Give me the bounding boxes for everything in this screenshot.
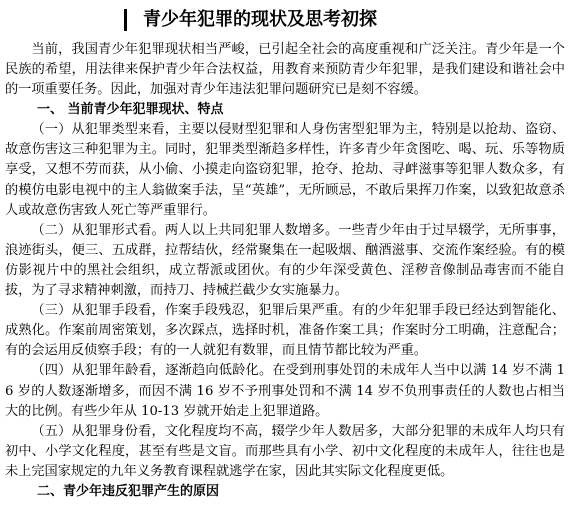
- paragraph-means: （三）从犯罪手段看，作案手段残忍，犯罪后果严重。有的少年犯罪手段已经达到智能化、成熟化。作案前周密策划，多次踩点，选择时机，准备作案工具；作案时分工明确，注意配合；有的会运用反侦察手段；有的一人就犯有数罪，而且情节都比较为严重。: [5, 303, 565, 359]
- paragraph-form: （二）从犯罪形式看。两人以上共同犯罪人数增多。一些青少年由于过早辍学，无所事事，浪迹街头，便三、五成群，拉帮结伙，经常聚集在一起吸烟、酗酒滋事、交流作案经验。有的模仿影视片中的黑社会组织，成立帮派或团伙。有的少年深受黄色、淫秽音像制品毒害而不能自拔，为了寻求精神刺激，而持刀、持械拦截少女实施暴力。: [5, 222, 565, 299]
- paragraph-age: （四）从犯罪年龄看，逐渐趋向低龄化。在受到刑事处罚的未成年人当中以满 14 岁不满 16 岁的人数逐渐增多，而因不满 16 岁不予刑事处罚和不满 14 岁不负刑事责任的人数也占相当大的比例。有些少年从 10-13 岁就开始走上犯罪道路。: [5, 363, 565, 419]
- document-title: 青少年犯罪的现状及思考初探: [143, 9, 377, 30]
- title-bar-divider: [124, 9, 127, 31]
- section-heading-1: 一、 当前青少年犯罪现状、特点: [37, 102, 224, 118]
- section-heading-2: 二、青少年违反犯罪产生的原因: [37, 483, 220, 499]
- paragraph-identity: （五）从犯罪身份看，文化程度均不高，辍学少年人数居多，大部分犯罪的未成年人均只有初中、小学文化程度，甚至有些是文盲。而那些具有小学、初中文化程度的未成年人，往往也是未上完国家规定的九年义务教育课程就逃学在家，因此其实际文化程度更低。: [5, 423, 565, 479]
- paragraph-type: （一）从犯罪类型来看，主要以侵财型犯罪和人身伤害型犯罪为主，特别是以抢劫、盗窃、故意伤害这三种犯罪为主。同时，犯罪类型渐趋多样性，许多青少年贪图吃、喝、玩、乐等物质享受，又想不劳而获，从小偷、小摸走向盗窃犯罪，抢夺、抢劫、寻衅滋事等犯罪人数众多，有的模仿电影电视中的主人翁做案手法，呈“英雄”，无所顾忌，不敢后果挥刀作案，以致犯故意杀人或故意伤害致人死亡等严重罪行。: [5, 122, 565, 218]
- title-row: [0, 4, 569, 34]
- intro-paragraph: 当前，我国青少年犯罪现状相当严峻，已引起全社会的高度重视和广泛关注。青少年是一个民族的希望，用法律来保护青少年合法权益，用教育来预防青少年犯罪，是我们建设和谐社会中的一项重要任务。因此，加强对青少年违法犯罪问题研究已是刻不容缓。: [5, 42, 565, 98]
- document-body: [5, 40, 565, 502]
